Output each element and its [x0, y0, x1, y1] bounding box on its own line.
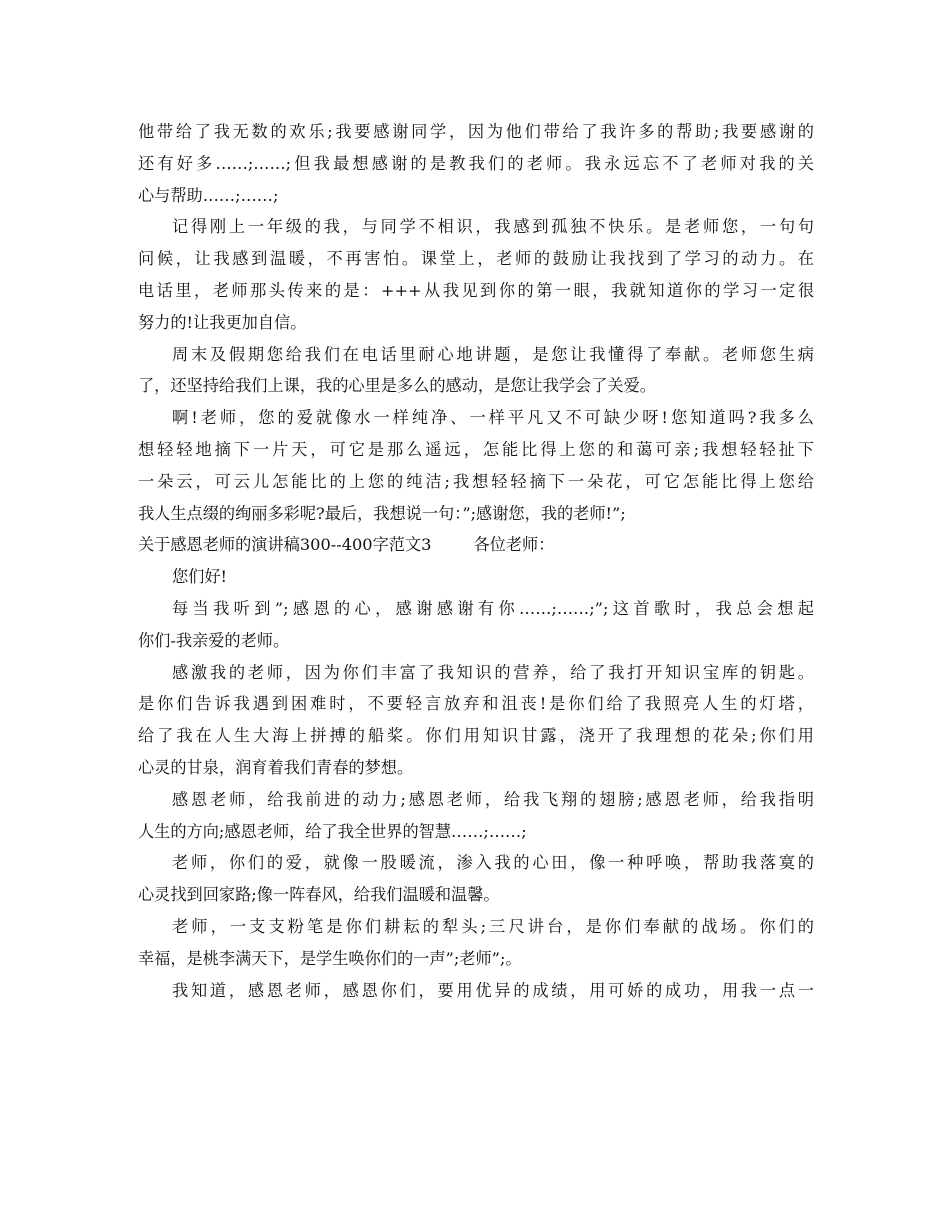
text-line: 是你们告诉我遇到困难时，不要轻言放弃和沮丧!是你们给了我照亮人生的灯塔，	[138, 694, 814, 714]
text-line: 幸福，是桃李满天下，是学生唤你们的一声”;老师”;。	[138, 948, 522, 968]
text-line: 老师，一支支粉笔是你们耕耘的犁头;三尺讲台，是你们奉献的战场。你们的	[172, 916, 814, 936]
text-line: 老师，你们的爱，就像一股暖流，渗入我的心田，像一种呼唤，帮助我落寞的	[172, 853, 814, 873]
document-page	[138, 116, 814, 1006]
text-line: 给了我在人生大海上拼搏的船桨。你们用知识甘露，浇开了我理想的花朵;你们用	[138, 726, 814, 746]
text-line: 每当我听到”;感恩的心，感谢感谢有你……;……;”;这首歌时，我总会想起	[172, 598, 814, 618]
text-line: 记得刚上一年级的我，与同学不相识，我感到孤独不快乐。是老师您，一句句	[172, 217, 814, 237]
text-line: 感恩老师，给我前进的动力;感恩老师，给我飞翔的翅膀;感恩老师，给我指明	[172, 789, 814, 809]
text-line: 您们好!	[172, 567, 228, 587]
text-line: 心灵的甘泉，润育着我们青春的梦想。	[138, 757, 414, 777]
text-line: 还有好多……;……;但我最想感谢的是教我们的老师。我永远忘不了老师对我的关	[138, 153, 814, 173]
text-block-after-heading	[138, 561, 814, 1006]
text-line: 我知道，感恩老师，感恩你们，要用优异的成绩，用可娇的成功，用我一点一	[172, 980, 814, 1000]
text-line: 你们-我亲爱的老师。	[138, 630, 290, 650]
text-line: 感激我的老师，因为你们丰富了我知识的营养，给了我打开知识宝库的钥匙。	[172, 662, 814, 682]
text-line: 想轻轻地摘下一片天，可它是那么遥远，怎能比得上您的和蔼可亲;我想轻轻扯下	[138, 439, 814, 459]
text-line: 我人生点缀的绚丽多彩呢?最后，我想说一句：”;感谢您，我的老师!”;	[138, 503, 626, 523]
text-line: 努力的!让我更加自信。	[138, 312, 307, 332]
text-line: 啊!老师，您的爱就像水一样纯净、一样平凡又不可缺少呀!您知道吗?我多么	[172, 408, 814, 428]
salutation: 各位老师：	[473, 535, 555, 555]
text-line: 心与帮助……;……;	[138, 185, 279, 205]
text-line: 电话里，老师那头传来的是：+++从我见到你的第一眼，我就知道你的学习一定很	[138, 280, 814, 300]
section-heading-row	[138, 529, 814, 561]
text-line: 周末及假期您给我们在电话里耐心地讲题，是您让我懂得了奉献。老师您生病	[172, 344, 814, 364]
text-line: 一朵云，可云儿怎能比的上您的纯洁;我想轻轻摘下一朵花，可它怎能比得上您给	[138, 471, 814, 491]
text-line: 心灵找到回家路;像一阵春风，给我们温暖和温馨。	[138, 885, 500, 905]
text-line: 他带给了我无数的欢乐;我要感谢同学，因为他们带给了我许多的帮助;我要感谢的	[138, 122, 814, 141]
text-block-before-heading	[138, 116, 814, 529]
section-title: 关于感恩老师的演讲稿300--400字范文3	[138, 535, 432, 555]
text-line: 问候，让我感到温暖，不再害怕。课堂上，老师的鼓励让我找到了学习的动力。在	[138, 249, 814, 269]
text-line: 人生的方向;感恩老师，给了我全世界的智慧……;……;	[138, 821, 527, 841]
text-line: 了，还坚持给我们上课，我的心里是多么的感动，是您让我学会了关爱。	[138, 376, 656, 396]
